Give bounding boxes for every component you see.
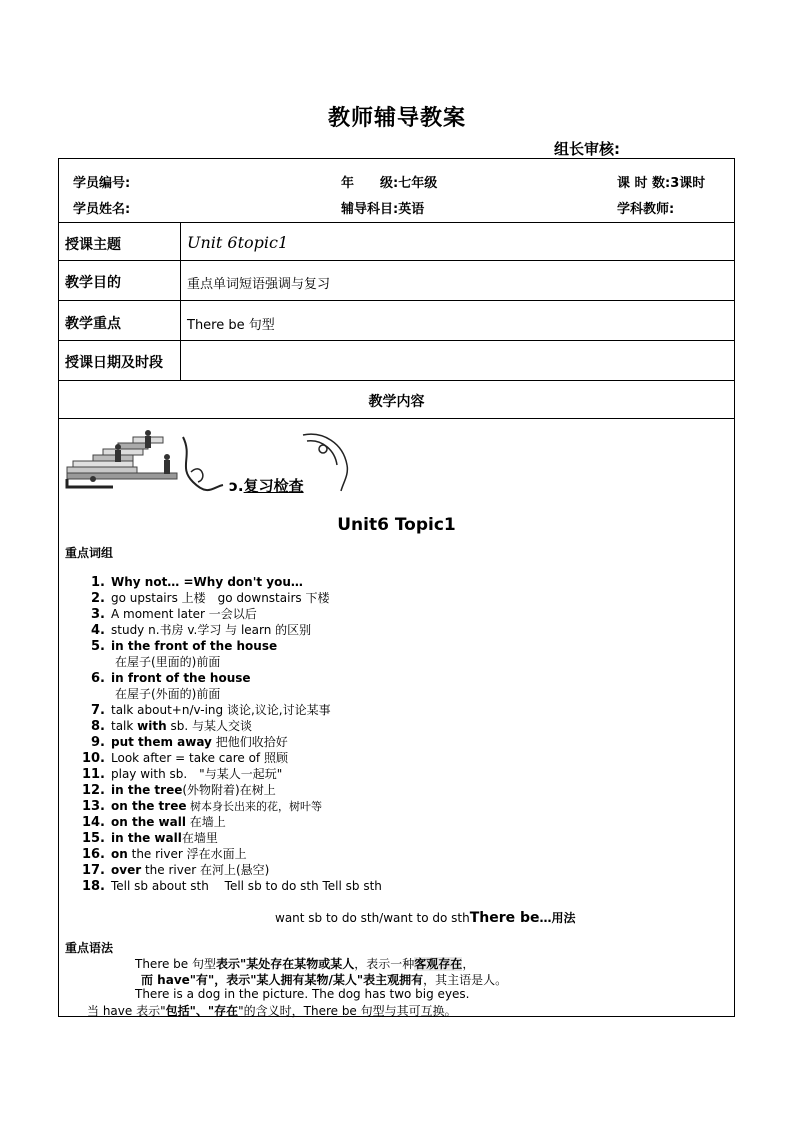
list-item: 4. study n.书房 v.学习 与 learn 的区别 xyxy=(91,623,312,638)
books-illustration xyxy=(63,427,353,499)
grammar-label: 重点语法 xyxy=(65,941,114,955)
focus-value: There be 句型 xyxy=(187,318,275,333)
list-item: 在屋子(里面的)前面 xyxy=(115,655,221,669)
focus-label: 教学重点 xyxy=(65,316,121,332)
divider xyxy=(59,380,734,381)
list-item: 5. in the front of the house xyxy=(91,639,278,654)
date-label: 授课日期及时段 xyxy=(65,355,163,371)
student-id-label: 学员编号: xyxy=(73,176,131,191)
hours-label: 课 时 数:3课时 xyxy=(617,176,706,191)
list-item: 11. play with sb. "与某人一起玩" xyxy=(81,767,283,782)
subject-label: 辅导科目:英语 xyxy=(341,202,425,217)
phrases-label: 重点词组 xyxy=(65,546,114,560)
list-item: 2. go upstairs 上楼 go downstairs 下楼 xyxy=(91,591,330,606)
subject-value: 英语 xyxy=(398,202,425,217)
phrase-list xyxy=(75,574,695,894)
grade-value: 七年级 xyxy=(398,176,438,191)
purpose-label: 教学目的 xyxy=(65,275,121,291)
list-item: 8. talk with sb. 与某人交谈 xyxy=(91,719,252,734)
list-item: 16. on the river 浮在水面上 xyxy=(81,847,247,862)
grammar-example: There is a dog in the picture. The dog has two big eyes. xyxy=(135,987,470,1001)
grammar-line-1: There be 句型表示"某处存在某物或某人，表示一种客观存在， xyxy=(135,957,475,971)
list-item: 17. over the river 在河上(悬空) xyxy=(81,863,270,878)
list-item: 10. Look after = take care of 照顾 xyxy=(81,751,288,766)
topic-label: 授课主题 xyxy=(65,237,121,253)
list-item: 3. A moment later 一会以后 xyxy=(91,607,257,622)
grammar-line-2: 而 have"有"，表示"某人拥有某物/某人"表主观拥有，其主语是人。 xyxy=(141,973,508,987)
unit-heading: Unit6 Topic1 xyxy=(337,515,456,535)
list-item: 12. in the tree(外物附着)在树上 xyxy=(81,783,276,798)
list-item: 6. in front of the house xyxy=(91,671,251,686)
want-usage-line: want sb to do sth/want to do sthThere be…用法 xyxy=(275,910,576,926)
grammar-line-4: 当 have 表示"包括"、"存在"的含义时，There be 句型与其可互换。 xyxy=(87,1004,457,1018)
divider xyxy=(59,300,734,301)
divider xyxy=(59,340,734,341)
list-item: 13. on the tree 树本身长出来的花，树叶等 xyxy=(81,799,322,814)
list-item: 18. Tell sb about sth Tell sb to do sth Tell sb sth xyxy=(81,879,382,894)
list-item: 9. put them away 把他们收拾好 xyxy=(91,735,288,750)
topic-value: Unit 6topic1 xyxy=(187,233,289,252)
reviewer-label: 组长审核: xyxy=(554,140,620,158)
purpose-value: 重点单词短语强调与复习 xyxy=(187,277,331,292)
divider xyxy=(59,260,734,261)
list-item: 7. talk about+n/v-ing 谈论,议论,讨论某事 xyxy=(91,703,331,718)
lesson-plan-table xyxy=(58,158,735,1017)
student-name-label: 学员姓名: xyxy=(73,202,131,217)
list-item: 在屋子(外面的)前面 xyxy=(115,687,221,701)
list-item: 15. in the wall在墙里 xyxy=(81,831,218,846)
document-title: 教师辅导教案 xyxy=(327,106,466,131)
divider xyxy=(59,222,734,223)
grade-label: 年 级:七年级 xyxy=(341,176,438,191)
column-divider xyxy=(180,222,181,380)
review-check-heading: ɔ.复习检查 xyxy=(229,477,304,495)
list-item: 14. on the wall 在墙上 xyxy=(81,815,226,830)
list-item: 1. Why not… =Why don't you… xyxy=(91,575,303,590)
teacher-label: 学科教师: xyxy=(617,202,675,217)
divider xyxy=(59,418,734,419)
content-label: 教学内容 xyxy=(368,394,425,410)
